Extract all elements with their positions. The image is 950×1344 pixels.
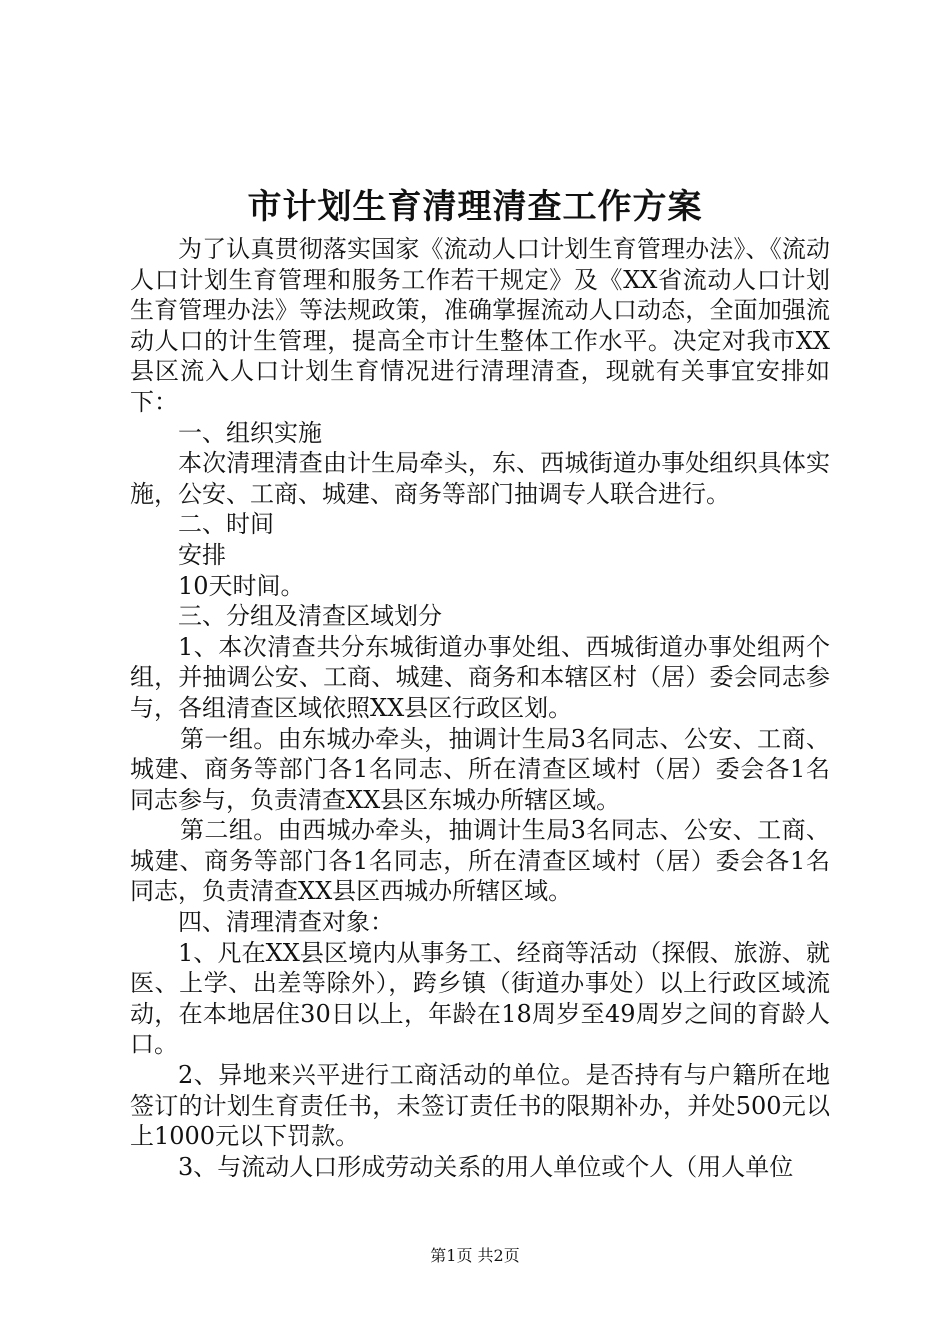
target-item-2: 2、异地来兴平进行工商活动的单位。是否持有与户籍所在地签订的计划生育责任书，未签订责任书的限期补办，并处500元以上1000元以下罚款。 bbox=[130, 1061, 830, 1151]
grouping-paragraph: 1、本次清查共分东城街道办事处组、西城街道办事处组两个组，并抽调公安、工商、城建、商务和本辖区村（居）委会同志参与，各组清查区域依照XX县区行政区划。 bbox=[130, 632, 830, 722]
section-heading-time: 二、时间 bbox=[178, 510, 274, 539]
group-one-paragraph: 第一组。由东城办牵头，抽调计生局3名同志、公安、工商、城建、商务等部门各1名同志、所在清查区域村（居）委会各1名同志参与，负责清查XX县区东城办所辖区域。 bbox=[130, 724, 830, 814]
section-heading-organization: 一、组织实施 bbox=[178, 418, 322, 447]
time-arrangement-label: 安排 bbox=[178, 540, 226, 569]
page-footer: 第1页 共2页 bbox=[430, 1246, 520, 1265]
document-body bbox=[130, 234, 830, 1182]
target-item-1: 1、凡在XX县区境内从事务工、经商等活动（探假、旅游、就医、上学、出差等除外），跨乡镇（街道办事处）以上行政区域流动，在本地居住30日以上，年龄在18周岁至49周岁之间的育龄人口。 bbox=[130, 938, 830, 1059]
document-title: 市计划生育清理清查工作方案 bbox=[247, 187, 703, 227]
section-heading-targets: 四、清理清查对象： bbox=[178, 908, 394, 937]
time-duration: 10天时间。 bbox=[178, 571, 305, 600]
section-heading-grouping: 三、分组及清查区域划分 bbox=[178, 602, 442, 631]
organization-paragraph: 本次清理清查由计生局牵头，东、西城街道办事处组织具体实施，公安、工商、城建、商务等部门抽调专人联合进行。 bbox=[130, 449, 830, 508]
target-item-3: 3、与流动人口形成劳动关系的用人单位或个人（用人单位 bbox=[178, 1152, 794, 1181]
group-two-paragraph: 第二组。由西城办牵头，抽调计生局3名同志、公安、工商、城建、商务等部门各1名同志，所在清查区域村（居）委会各1名同志，负责清查XX县区西城办所辖区域。 bbox=[130, 816, 830, 906]
intro-paragraph: 为了认真贯彻落实国家《流动人口计划生育管理办法》、《流动人口计划生育管理和服务工作若干规定》及《XX省流动人口计划生育管理办法》等法规政策，准确掌握流动人口动态，全面加强流动人口的计生管理，提高全市计生整体工作水平。决定对我市XX县区流入人口计划生育情况进行清理清查，现就有关事宜安排如下： bbox=[130, 235, 830, 416]
